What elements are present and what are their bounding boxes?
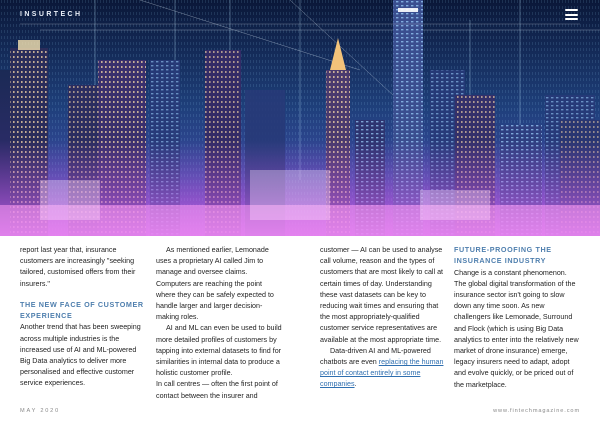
paragraph: AI and ML can even be used to build more detailed profiles of customers by tapping into external datasets to find for similarities in internal data to produce a holistic customer profile. (156, 324, 282, 378)
section-heading: THE NEW FACE OF CUSTOMER EXPERIENCE (20, 299, 144, 320)
paragraph: report last year that, insurance customers are increasingly "seeking tailored, customised offers from their insurers." (20, 246, 136, 288)
companies-link[interactable]: replacing the human point of contact entirely in some companies (320, 358, 444, 389)
paragraph: In call centres — often the first point of contact between the insurer and (156, 380, 278, 400)
article-column-4 (454, 245, 580, 391)
article-column-2 (156, 245, 282, 402)
paragraph: Another trend that has been sweeping across multiple industries is the increased use of AI and ML-powered Big Data analytics to deliver more personalised and effective customer service experiences. (20, 323, 141, 388)
section-tag: INSURTECH (20, 11, 83, 18)
hamburger-menu-icon[interactable] (565, 9, 578, 20)
website-url: www.fintechmagazine.com (493, 408, 580, 414)
article-body (20, 245, 580, 400)
issue-date: MAY 2020 (20, 408, 61, 414)
article-column-3 (320, 245, 446, 391)
paragraph: As mentioned earlier, Lemonade uses a proprietary AI called Jim to manage and oversee claims. Computers are reaching the point where they can be safely expected to handle larger and larger decision-making roles. (156, 246, 274, 322)
top-bar (0, 0, 600, 30)
article-column-1 (20, 245, 146, 390)
paragraph: Change is a constant phenomenon. The global digital transformation of the insurance sector isn't going to slow down any time soon. As new challengers like Lemonade, Surround and Flock (which is using Big Data analytics to enter into the relatively new market of drone insurance) emerge, legacy insurers need to adapt, adopt and evolve quickly, or be priced out of the marketplace. (454, 268, 579, 389)
section-heading: FUTURE-PROOFING THE INSURANCE INDUSTRY (454, 245, 552, 265)
paragraph-text-end: . (354, 380, 357, 389)
paragraph (320, 346, 446, 391)
paragraph: customer — AI can be used to analyse call volume, reason and the types of customers that are most likely to call at certain times of day. Understanding these vast datasets can be key to reducing wait times and ensuring that the most appropriately-qualified customer service representatives are available at the most appropriate time. (320, 246, 444, 344)
paragraph-text: Data-driven AI and ML-powered chatbots are even (320, 346, 431, 367)
